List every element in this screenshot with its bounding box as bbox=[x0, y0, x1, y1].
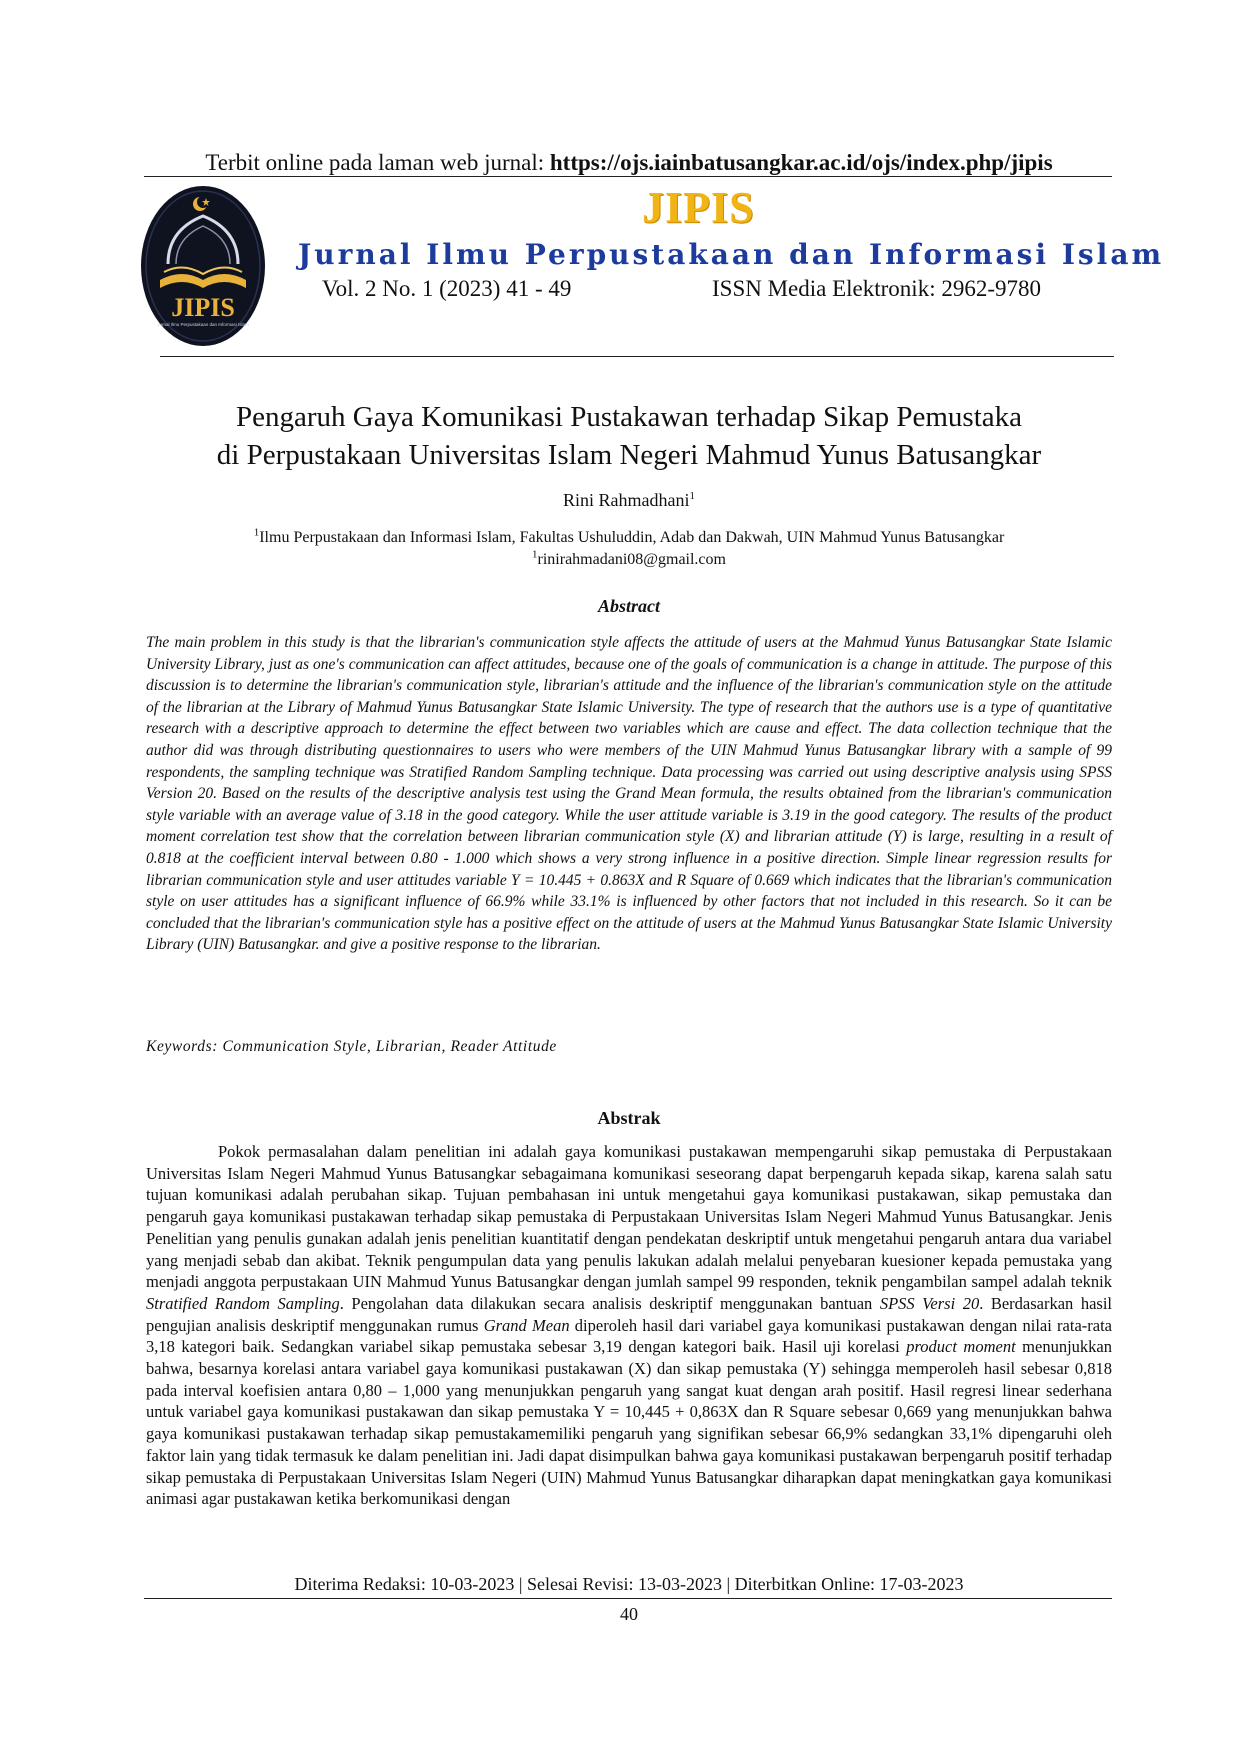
header-top-rule bbox=[144, 176, 1112, 177]
title-line-2: di Perpustakaan Universitas Islam Negeri Mahmud Yunus Batusangkar bbox=[216, 439, 1042, 471]
affiliation-line bbox=[144, 527, 1114, 549]
abstrak-italic-term: Stratified Random Sampling bbox=[146, 1293, 340, 1313]
abstrak-italic-term: Grand Mean bbox=[483, 1315, 570, 1335]
affiliation-text: Ilmu Perpustakaan dan Informasi Islam, Fakultas Ushuluddin, Adab dan Dakwah, UIN Mahmud Yunus Batusangkar bbox=[259, 529, 1005, 546]
jipis-logo bbox=[138, 184, 268, 349]
abstrak-segment: menunjukkan bahwa, besarnya korelasi antara variabel gaya komunikasi pustakawan (X) dan sikap pemustaka (Y) sehingga memperoleh hasil sebesar 0,818 pada interval koefisien antara 0,80 – 1,000 yang menunjukkan pengaruh yang sangat kuat dengan arah positif. Hasil regresi linear sederhana untuk variabel gaya komunikasi pustakawan dan sikap pemustaka Y = 10,445 + 0,863X dan R Square sebesar 0,669 yang menunjukkan bahwa gaya komunikasi pustakawan terhadap sikap pemustakamemiliki pengaruh yang signifikan sebesar 66,9% sedangkan 33,1% dipengaruhi oleh faktor lain yang tidak termasuk ke dalam penelitian ini. Jadi dapat disimpulkan bahwa gaya komunikasi pustakawan berpengaruh positif terhadap sikap pemustaka di Perpustakaan Universitas Islam Negeri (UIN) Mahmud Yunus Batusangkar diharapkan dapat meningkatkan gaya komunikasi animasi agar pustakawan ketika berkomunikasi dengan bbox=[146, 1337, 1112, 1509]
logo-emblem-icon bbox=[138, 184, 268, 349]
abstrak-segment: . Berdasarkan hasil pengujian analisis deskriptif menggunakan rumus bbox=[146, 1293, 1112, 1335]
email-sup: 1 bbox=[532, 548, 538, 561]
author-line bbox=[144, 490, 1114, 511]
journal-full-name: Jurnal Ilmu Perpustakaan dan Informasi Islam bbox=[298, 238, 1165, 271]
publication-dates: Diterima Redaksi: 10-03-2023 | Selesai Revisi: 13-03-2023 | Diterbitkan Online: 17-03-2023 bbox=[294, 1574, 964, 1594]
logo-subtext: Jurnal Ilmu Perpustakaan dan Informasi Islam bbox=[157, 322, 249, 327]
abstrak-segment: diperoleh hasil dari variabel gaya komunikasi pustakawan dengan nilai rata-rata 3,18 kategori baik. Sedangkan variabel sikap pemustaka sebesar 3,19 dengan kategori baik. Hasil uji korelasi bbox=[146, 1315, 1112, 1357]
abstract-heading: Abstract bbox=[597, 596, 660, 616]
keywords-line: Keywords: Communication Style, Librarian, Reader Attitude bbox=[146, 1038, 557, 1055]
online-label: Terbit online pada laman web jurnal: bbox=[205, 150, 550, 175]
journal-acronym: JIPIS bbox=[642, 183, 755, 232]
footer-rule bbox=[144, 1598, 1112, 1599]
author-sup: 1 bbox=[689, 490, 695, 502]
volume-info: Vol. 2 No. 1 (2023) 41 - 49 bbox=[322, 276, 572, 301]
abstrak-segment: Pokok permasalahan dalam penelitian ini adalah gaya komunikasi pustakawan mempengaruhi sikap pemustaka di Perpustakaan Universitas Islam Negeri Mahmud Yunus Batusangkar sebagaimana komunikasi seseorang dapat berpengaruh kepada sikap, karena salah satu tujuan komunikasi adalah perubahan sikap. Tujuan pembahasan ini untuk mengetahui gaya komunikasi pustakawan, sikap pemustaka dan pengaruh gaya komunikasi pustakawan terhadap sikap pemustaka di Perpustakaan Universitas Islam Negeri Mahmud Yunus Batusangkar. Jenis Penelitian yang penulis gunakan adalah jenis penelitian kuantitatif dengan pendekatan deskriptif untuk mengetahui pengaruh antara dua variabel yang menjadi sebab dan akibat. Teknik pengumpulan data yang penulis lakukan adalah melalui penyebaran kuesioner kepada pemustaka yang menjadi anggota perpustakaan UIN Mahmud Yunus Batusangkar dengan jumlah sampel 99 responden, teknik pengambilan sampel adalah teknik bbox=[146, 1142, 1112, 1292]
author-email[interactable]: rinirahmadani08@gmail.com bbox=[537, 551, 726, 568]
email-line bbox=[144, 549, 1114, 571]
affiliation-sup: 1 bbox=[253, 526, 260, 539]
article-title bbox=[144, 398, 1114, 474]
journal-url-line bbox=[144, 150, 1114, 176]
page-number: 40 bbox=[620, 1604, 638, 1624]
logo-text: JIPIS bbox=[171, 293, 235, 322]
author-name: Rini Rahmadhani bbox=[563, 490, 690, 510]
abstract-english-text: The main problem in this study is that the librarian's communication style affects the attitude of users at the Mahmud Yunus Batusangkar State Islamic University Library, just as one's communication can affect attitudes, because one of the goals of communication is a change in attitude. The purpose of this discussion is to determine the librarian's communication style, librarian's attitude and the influence of the librarian's communication style on the attitude of the librarian at the Library of Mahmud Yunus Batusangkar State Islamic University. The type of research that the authors use is a type of quantitative research with a descriptive approach to determine the effect between two variables which are cause and effect. The data collection technique that the author did was through distributing questionnaires to users who were members of the UIN Mahmud Yunus Batusangkar library with a sample of 99 respondents, the sampling technique was Stratified Random Sampling technique. Data processing was carried out using descriptive analysis using SPSS Version 20. Based on the results of the descriptive analysis test using the Grand Mean formula, the results obtained from the librarian's communication style variable with an average value of 3.18 in the good category. While the user attitude variable is 3.19 in the good category. The results of the product moment correlation test show that the correlation between librarian communication style (X) and librarian attitude (Y) is large, resulting in a result of 0.818 at the coefficient interval between 0.80 - 1.000 which shows a very strong influence in a positive direction. Simple linear regression results for librarian communication style and user attitudes variable Y = 10.445 + 0.863X and R Square of 0.669 which indicates that the librarian's communication style on user attitudes has a significant influence of 66.9% while 33.1% is influenced by other factors that not included in this research. So it can be concluded that the librarian's communication style has a positive effect on the attitude of users at the Mahmud Yunus Batusangkar State Islamic University Library (UIN) Batusangkar. and give a positive response to the librarian. bbox=[146, 634, 1112, 954]
abstrak-italic-term: SPSS Versi 20 bbox=[879, 1293, 980, 1313]
header-bottom-rule bbox=[160, 356, 1114, 357]
abstrak-segment: . Pengolahan data dilakukan secara analisis deskriptif menggunakan bantuan bbox=[339, 1293, 880, 1313]
abstrak-indonesian-text bbox=[146, 1141, 1112, 1510]
title-line-1: Pengaruh Gaya Komunikasi Pustakawan terhadap Sikap Pemustaka bbox=[235, 401, 1023, 433]
issn-info: ISSN Media Elektronik: 2962-9780 bbox=[712, 276, 1041, 301]
abstrak-italic-term: product moment bbox=[906, 1337, 1016, 1357]
abstrak-heading: Abstrak bbox=[597, 1108, 661, 1128]
journal-url-link[interactable]: https://ojs.iainbatusangkar.ac.id/ojs/index.php/jipis bbox=[549, 150, 1053, 175]
affiliation-block bbox=[144, 527, 1114, 571]
